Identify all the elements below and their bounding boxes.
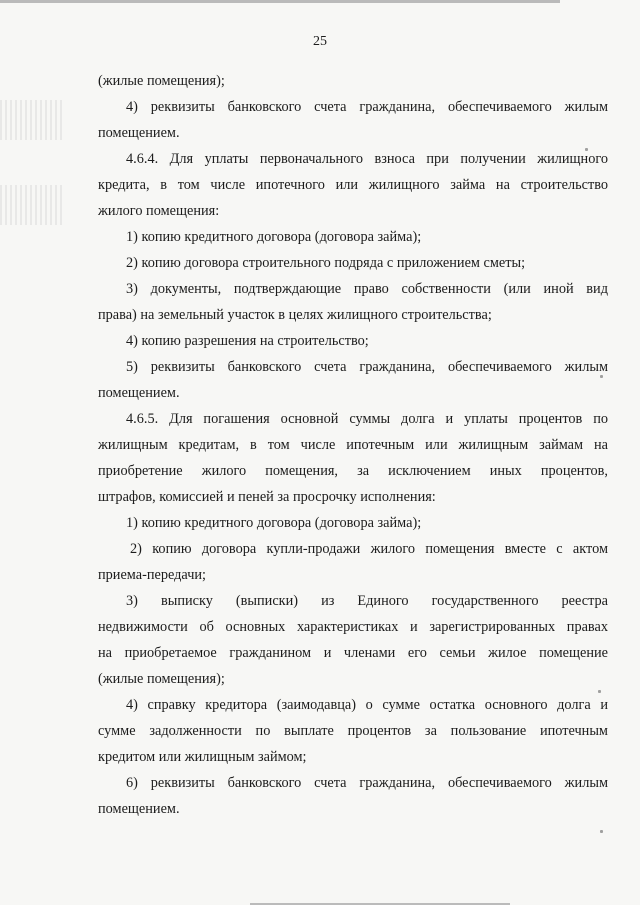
text-line: сумме задолженности по выплате процентов за пользование ипотечным [98,723,608,739]
text-line: кредита, в том числе ипотечного или жилищного займа на строительство [98,177,608,193]
scan-artifact [0,185,62,225]
scan-top-edge [0,0,560,3]
text-line: приобретение жилого помещения, за исключением иных процентов, [98,463,608,479]
text-line: 4) реквизиты банковского счета гражданина, обеспечиваемого жилым [126,99,608,115]
text-line: 1) копию кредитного договора (договора займа); [126,515,422,531]
scan-artifact [0,100,62,140]
text-line: недвижимости об основных характеристиках и зарегистрированных правах [98,619,608,635]
scan-speck [600,375,603,378]
scan-speck [600,830,603,833]
text-line: 4) справку кредитора (заимодавца) о сумме остатка основного долга и [126,697,608,713]
text-line: помещением. [98,385,180,401]
text-line: жилищным кредитам, в том числе ипотечным или жилищным займам на [98,437,608,453]
text-line: штрафов, комиссией и пеней за просрочку исполнения: [98,489,436,505]
scan-speck [598,690,601,693]
text-line: 3) документы, подтверждающие право собственности (или иной вид [126,281,608,297]
text-line: 5) реквизиты банковского счета гражданина, обеспечиваемого жилым [126,359,608,375]
text-line: кредитом или жилищным займом; [98,749,307,765]
text-line: 2) копию договора строительного подряда с приложением сметы; [126,255,526,271]
text-line: 4.6.4. Для уплаты первоначального взноса при получении жилищного [126,151,608,167]
text-line: 4.6.5. Для погашения основной суммы долга и уплаты процентов по [126,411,608,427]
text-line: на приобретаемое гражданином и членами его семьи жилое помещение [98,645,608,661]
text-line: 4) копию разрешения на строительство; [126,333,369,349]
text-line: помещением. [98,125,180,141]
text-line: 3) выписку (выписки) из Единого государственного реестра [126,593,608,609]
text-line: 2) копию договора купли-продажи жилого помещения вместе с актом [130,541,608,557]
scan-speck [585,148,588,151]
text-line: права) на земельный участок в целях жилищного строительства; [98,307,492,323]
page-number: 25 [313,34,327,49]
text-line: 1) копию кредитного договора (договора займа); [126,229,422,245]
text-line: помещением. [98,801,180,817]
text-line: 6) реквизиты банковского счета гражданина, обеспечиваемого жилым [126,775,608,791]
text-line: жилого помещения: [98,203,220,219]
text-line: (жилые помещения); [98,73,225,89]
text-line: приема-передачи; [98,567,207,583]
text-line: (жилые помещения); [98,671,225,687]
